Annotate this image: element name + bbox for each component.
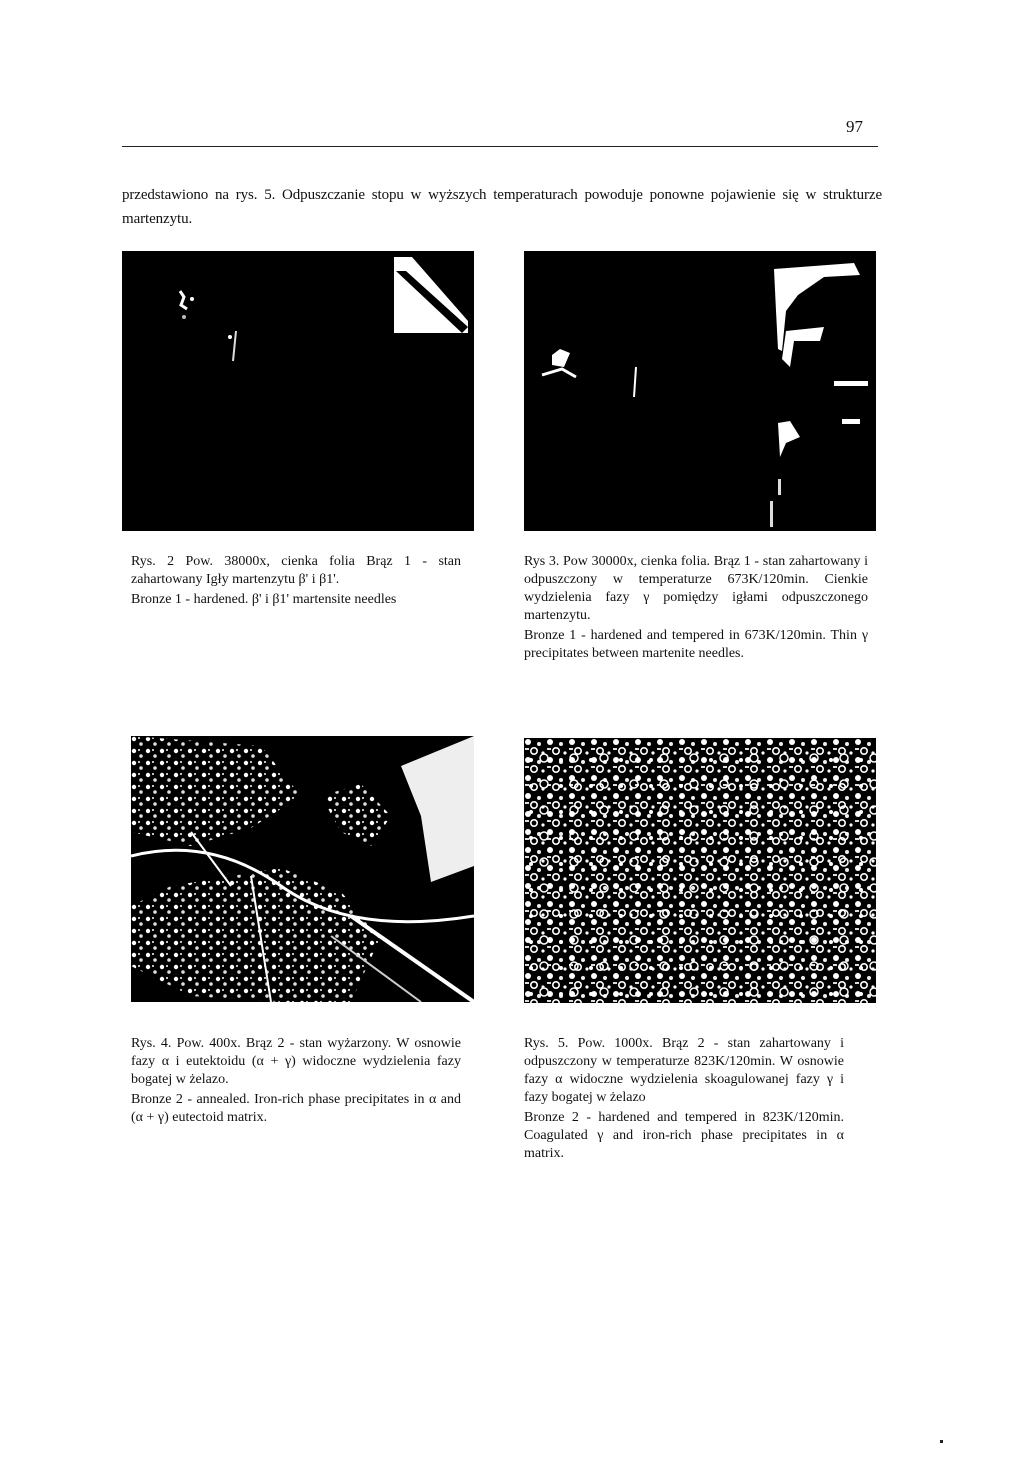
page-number: 97 [846, 117, 863, 136]
figure-2-caption-pl: Rys. 2 Pow. 38000x, cienka folia Brąz 1 - stan zahartowany Igły martenzytu β' i β1'. [131, 554, 461, 587]
figure-4-caption-pl: Rys. 4. Pow. 400x. Brąz 2 - stan wyżarzony. W osnowie fazy α i eutektoidu (α + γ) widoczne wydzielenia fazy bogatej w żelazo. [131, 1036, 461, 1087]
figure-2-caption-en: Bronze 1 - hardened. β' i β1' martensite needles [131, 592, 397, 607]
intro-paragraph: przedstawiono na rys. 5. Odpuszczanie stopu w wyższych temperaturach powoduje ponowne pojawienie się w strukturze martenzytu. [122, 187, 882, 227]
figure-3-image [524, 251, 876, 531]
figure-4-image [131, 736, 474, 1002]
figure-2-image [122, 251, 474, 531]
stray-mark [940, 1440, 943, 1443]
figure-5-caption [524, 1035, 844, 1163]
figure-5-micrograph [524, 738, 876, 1003]
figure-5-caption-pl: Rys. 5. Pow. 1000x. Brąz 2 - stan zahartowany i odpuszczony w temperaturze 823K/120min. W osnowie fazy α widoczne wydzielenia skoagulowanej fazy γ i fazy bogatej w żelazo [524, 1036, 844, 1105]
figure-3-caption-en: Bronze 1 - hardened and tempered in 673K/120min. Thin γ precipitates between martenite needles. [524, 628, 868, 661]
figure-3-caption-pl: Rys 3. Pow 30000x, cienka folia. Brąz 1 - stan zahartowany i odpuszczony w temperaturze 673K/120min. Cienkie wydzielenia fazy γ pomiędzy igłami odpuszczonego martenzytu. [524, 554, 868, 623]
figure-2-micrograph [122, 251, 474, 531]
figure-2-caption [131, 553, 461, 609]
figure-3-micrograph [524, 251, 876, 531]
figure-4-caption-en: Bronze 2 - annealed. Iron-rich phase precipitates in α and (α + γ) eutectoid matrix. [131, 1092, 461, 1125]
figure-4-caption [131, 1035, 461, 1127]
figure-5-caption-en: Bronze 2 - hardened and tempered in 823K/120min. Coagulated γ and iron-rich phase precipitates in α matrix. [524, 1110, 844, 1161]
figure-3-caption [524, 553, 868, 663]
figure-4-micrograph [131, 736, 474, 1002]
figure-5-image [524, 738, 876, 1003]
header-rule [122, 146, 878, 147]
